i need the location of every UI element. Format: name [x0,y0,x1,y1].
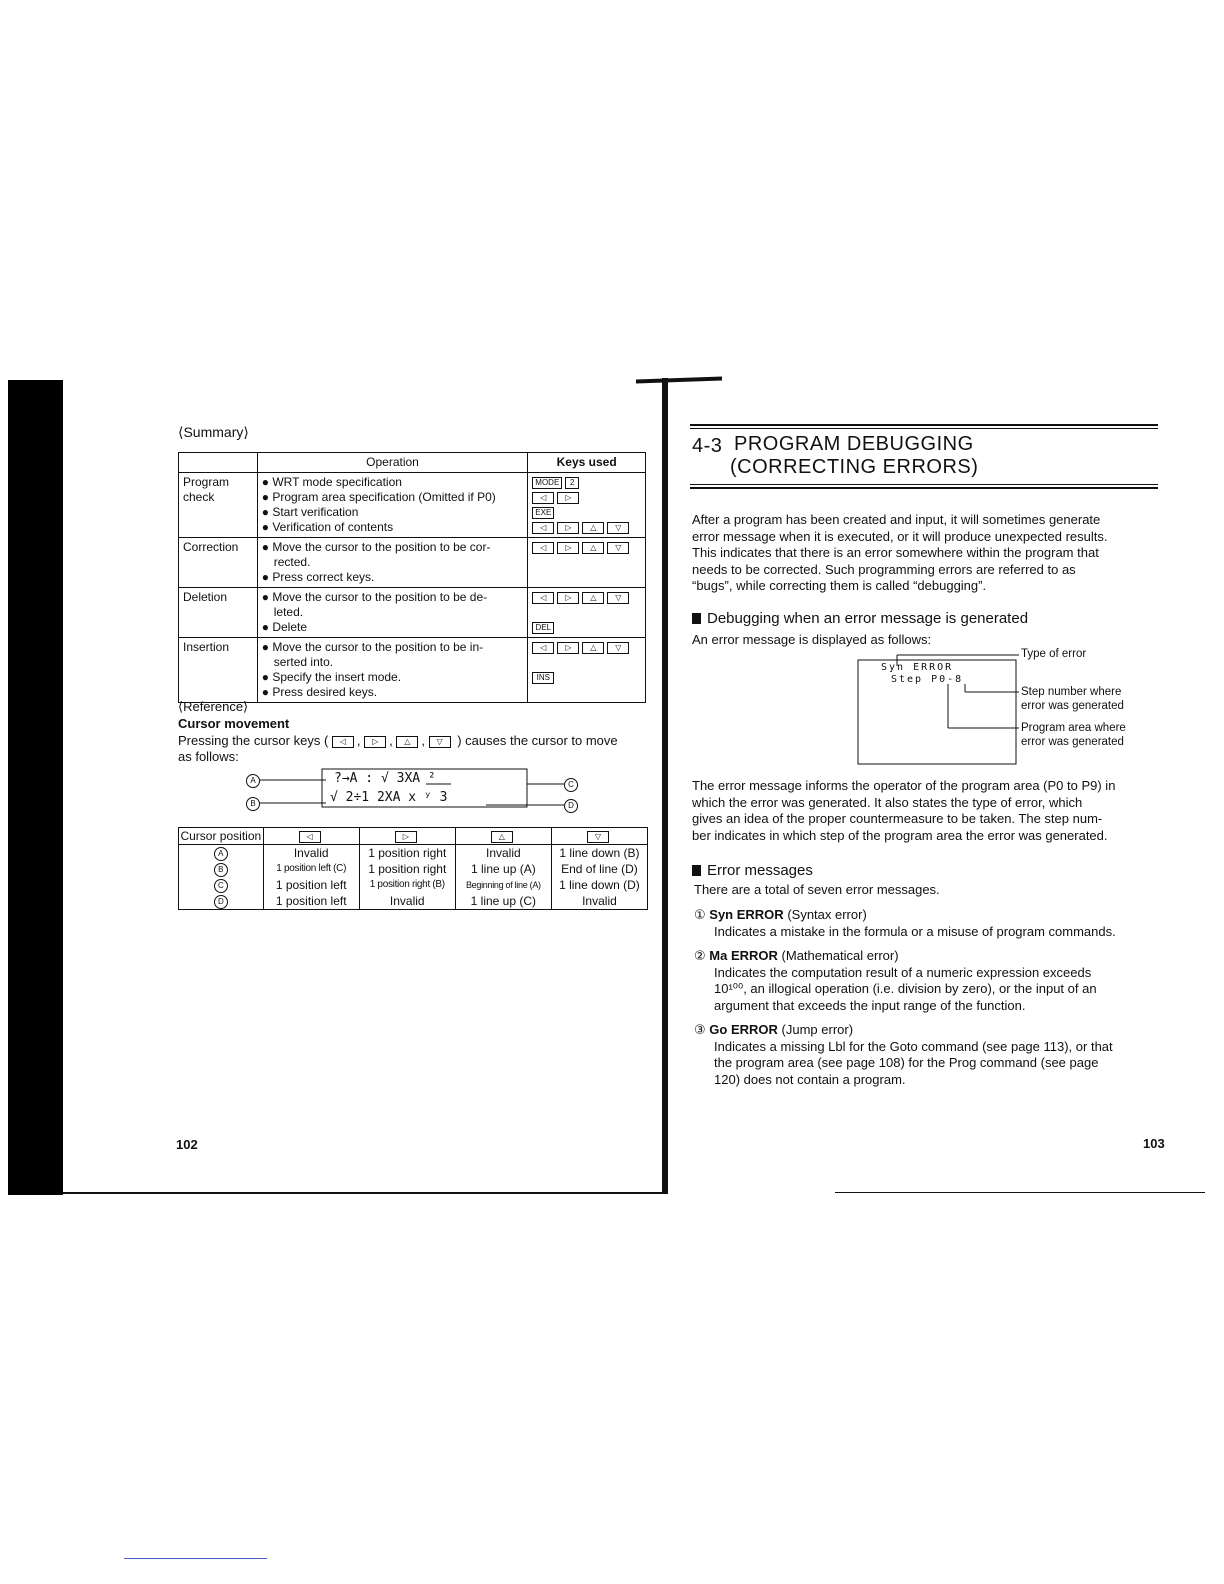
page-bottom-edge-left [63,1192,668,1194]
cell-left: 1 position left [263,893,359,910]
row-name: Deletion [183,590,228,604]
text-line: argument that exceeds the input range of the function. [714,997,1026,1013]
error-item-ma: ② Ma ERROR (Mathematical error) Indicates the computation result of a numeric expression exceeds 10¹⁰⁰, an illogical operation (i.e. division by zero), or the input of an argument that exceeds the input range of the function. [694,948,1159,1014]
intro-paragraph [692,512,1159,595]
operation-step: ● Move the cursor to the position to be de- [261,590,488,604]
row-name: check [183,490,215,504]
label-program-area: Program area where error was generated [1021,722,1126,748]
label-type-of-error: Type of error [1021,648,1087,660]
table-row [179,893,648,910]
marker-a: A [246,774,260,788]
square-bullet-icon [692,613,701,624]
cell-down: Invalid [551,893,647,910]
down-arrow-key: ▽ [587,831,609,843]
operation-step: ● Program area specification (Omitted if P0) [261,490,496,504]
up-arrow-key: △ [582,642,604,654]
mode-key: MODE [532,477,562,489]
summary-table [178,452,646,703]
error-item-syn: ① Syn ERROR (Syntax error) Indicates a mistake in the formula or a misuse of program commands. [694,907,1159,940]
right-arrow-key: ▷ [557,592,579,604]
title-rule-bottom-thin [690,484,1158,485]
cursor-movement-heading: Cursor movement [178,716,290,731]
del-key: DEL [532,622,554,634]
left-arrow-key: ◁ [532,492,554,504]
two-key: 2 [565,477,579,489]
text-line: “bugs”, while correcting them is called “debugging”. [692,578,987,593]
display-line2: √ 2÷1 2XA x ʸ 3 [330,790,448,805]
summary-heading: ⟨Summary⟩ [178,424,249,440]
ins-key: INS [532,672,554,684]
operation-step: ● Press desired keys. [261,685,378,699]
header-operation: Operation [257,453,528,473]
cell-right: 1 position right [359,861,455,877]
table-row [179,538,646,588]
left-arrow-key: ◁ [532,642,554,654]
scan-border-left [8,380,63,1195]
footer-rule [124,1558,267,1559]
title-rule-top-thin [690,428,1158,429]
row-name: Correction [183,540,239,554]
cursor-text: Pressing the cursor keys ( ◁ , ▷ , △ , ▽ ) causes the cursor to move [178,733,618,748]
text-line: The error message informs the operator of the program area (P0 to P9) in [692,778,1116,793]
operation-step: rected. [273,555,311,569]
row-name: Program [183,475,230,489]
table-row [179,877,648,893]
right-arrow-key: ▷ [557,642,579,654]
table-row [179,473,646,538]
cursor-table [178,827,648,910]
operation-step: ● Move the cursor to the position to be in- [261,640,484,654]
up-arrow-key: △ [582,522,604,534]
debugging-heading: Debugging when an error message is generated [692,610,1028,627]
position-marker: B [214,863,228,877]
errors-intro: There are a total of seven error messages. [694,882,940,897]
page-title-line1: PROGRAM DEBUGGING [734,433,974,455]
screen-line1: Syn ERROR [881,662,954,673]
operation-step: ● Verification of contents [261,520,394,534]
right-arrow-key: ▷ [364,736,386,748]
up-arrow-key: △ [396,736,418,748]
up-arrow-key: △ [491,831,513,843]
text-line: error message when it is executed, or it will produce unexpected results. [692,528,1108,544]
left-arrow-key: ◁ [532,542,554,554]
down-arrow-key: ▽ [607,592,629,604]
cell-right: 1 position right [359,845,455,862]
up-arrow-key: △ [582,542,604,554]
text-line: needs to be corrected. Such programming errors are referred to as [692,561,1076,577]
marker-c: C [564,778,578,792]
text-line: gives an idea of the proper countermeasure to be taken. The step num- [692,811,1103,826]
down-arrow-key: ▽ [607,642,629,654]
text-line: 120) does not contain a program. [714,1071,906,1087]
text-line: Indicates a missing Lbl for the Goto command (see page 113), or that [714,1038,1113,1054]
row-name: Insertion [183,640,230,654]
operation-step: ● Specify the insert mode. [261,670,402,684]
operation-step: ● Delete [261,620,308,634]
text-line: Indicates a mistake in the formula or a misuse of program commands. [714,923,1116,939]
cursor-text-before: Pressing the cursor keys ( [178,733,329,748]
right-arrow-key: ▷ [395,831,417,843]
label-step-number: Step number where error was generated [1021,686,1124,712]
text-line: After a program has been created and input, it will sometimes generate [692,512,1101,527]
cell-left: 1 position left [263,877,359,893]
square-bullet-icon [692,865,701,876]
position-marker: C [214,879,228,893]
text-line: ber indicates in which step of the program area the error was generated. [692,827,1108,843]
header-keys: Keys used [528,453,646,473]
cell-down: End of line (D) [551,861,647,877]
page-bottom-edge-right [835,1192,1205,1193]
operation-step: ● Start verification [261,505,359,519]
operation-step: ● Move the cursor to the position to be cor- [261,540,491,554]
operation-step: serted into. [273,655,334,669]
right-arrow-key: ▷ [557,492,579,504]
cell-up: 1 line up (C) [455,893,551,910]
cell-up: Beginning of line (A) [455,877,551,893]
down-arrow-key: ▽ [607,542,629,554]
title-rule-bottom [690,487,1158,489]
left-arrow-key: ◁ [332,736,354,748]
cursor-text-line2: as follows: [178,749,239,764]
up-arrow-key: △ [582,592,604,604]
cell-down: 1 line down (D) [551,877,647,893]
section-number: 4-3 [692,435,723,457]
cell-up: Invalid [455,845,551,862]
down-arrow-key: ▽ [429,736,451,748]
right-arrow-key: ▷ [557,542,579,554]
marker-d: D [564,799,578,813]
display-line1: ?→A : √ 3XA ² [334,771,436,786]
page-title-line2: (CORRECTING ERRORS) [730,456,979,478]
explain-paragraph [692,778,1159,844]
position-marker: D [214,895,228,909]
cursor-text-after: ) causes the cursor to move [457,733,618,748]
operation-step: leted. [273,605,304,619]
operation-step: ● Press correct keys. [261,570,375,584]
cursor-table-header: Cursor position [180,829,262,843]
right-arrow-key: ▷ [557,522,579,534]
down-arrow-key: ▽ [607,522,629,534]
book-gutter [662,378,668,1193]
position-marker: A [214,847,228,861]
reference-heading: ⟨Reference⟩ [178,699,249,714]
error-item-go: ③ Go ERROR (Jump error) Indicates a missing Lbl for the Goto command (see page 113), or that the program area (see page 108) for the Prog command (see page 120) does not contain a program. [694,1022,1159,1088]
page-number-left: 102 [176,1137,198,1152]
left-arrow-key: ◁ [532,522,554,534]
cell-right: Invalid [359,893,455,910]
cell-right: 1 position right (B) [359,877,455,893]
text-line: which the error was generated. It also states the type of error, which [692,794,1083,810]
left-arrow-key: ◁ [532,592,554,604]
text-line: This indicates that there is an error somewhere within the program that [692,545,1099,560]
cell-left: Invalid [263,845,359,862]
error-screen-diagram [855,648,1155,768]
cell-down: 1 line down (B) [551,845,647,862]
marker-b: B [246,797,260,811]
title-rule-top [690,424,1158,426]
table-row [179,861,648,877]
text-line: 10¹⁰⁰, an illogical operation (i.e. division by zero), or the input of an [714,981,1097,996]
cell-left: 1 position left (C) [263,861,359,877]
table-row [179,638,646,703]
exe-key: EXE [532,507,554,519]
error-display-intro: An error message is displayed as follows: [692,632,932,647]
screen-line2: Step P0-8 [891,674,964,685]
text-line: the program area (see page 108) for the Prog command (see page [714,1055,1099,1070]
left-arrow-key: ◁ [299,831,321,843]
cell-up: 1 line up (A) [455,861,551,877]
text-line: Indicates the computation result of a numeric expression exceeds [714,964,1092,980]
page-number-right: 103 [1143,1136,1165,1151]
operation-step: ● WRT mode specification [261,475,402,489]
table-row [179,845,648,862]
table-row [179,588,646,638]
cursor-diagram [246,766,586,814]
book-gutter-top [636,376,722,383]
error-messages-heading: Error messages [692,862,813,879]
